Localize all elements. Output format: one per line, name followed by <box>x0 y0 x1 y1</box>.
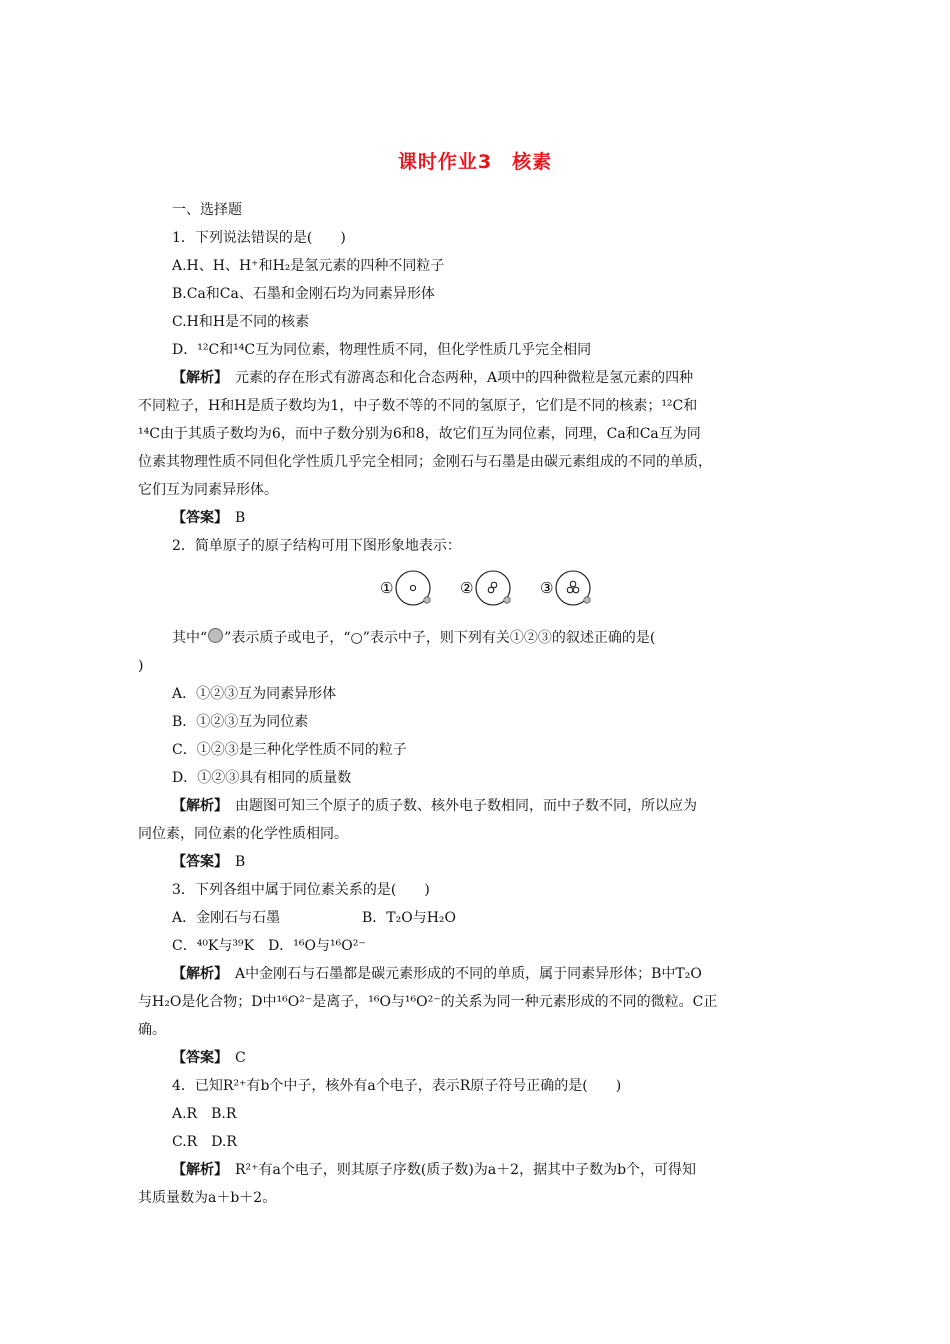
analysis-tag: 【解析】 <box>172 370 221 386</box>
atom-1-electron <box>424 597 430 603</box>
question-2-option-d: D．①②③具有相同的质量数 <box>172 770 352 786</box>
atom-1-proton <box>410 585 415 590</box>
question-2-analysis-line: 同位素，同位素的化学性质相同。 <box>138 826 348 842</box>
question-1-stem: 1．下列说法错误的是( ) <box>172 230 346 246</box>
question-3-stem: 3．下列各组中属于同位素关系的是( ) <box>172 882 430 898</box>
question-1-option-d: D．¹²C和¹⁴C互为同位素，物理性质不同，但化学性质几乎完全相同 <box>172 342 592 358</box>
question-3-analysis-line: 与H₂O是化合物；D中¹⁶O²⁻是离子，¹⁶O与¹⁶O²⁻的关系为同一种元素形成的不同的微粒。C正 <box>138 994 718 1010</box>
question-1-analysis-line: 不同粒子，H和H是质子数均为1，中子数不等的不同的氢原子，它们是不同的核素；¹²C和 <box>138 398 698 414</box>
analysis-tag: 【解析】 <box>172 798 221 814</box>
question-2-description: 其中“ ”表示质子或电子，“○”表示中子，则下列有关①②③的叙述正确的是( <box>172 630 656 646</box>
atom-label-2: ② <box>460 579 474 597</box>
question-1-option-c: C.H和H是不同的核素 <box>172 314 310 330</box>
analysis-text: A中金刚石与石墨都是碳元素形成的不同的单质，属于同素异形体；B中T₂O <box>221 966 702 982</box>
answer-tag: 【答案】 <box>172 510 221 526</box>
question-3-analysis-line <box>172 964 702 984</box>
atom-3-neutron <box>570 581 576 587</box>
question-1-analysis-line: 位素其物理性质不同但化学性质几乎完全相同；金刚石与石墨是由碳元素组成的不同的单质， <box>138 454 712 470</box>
atom-3-proton <box>567 587 573 593</box>
atom-2-electron <box>504 597 510 603</box>
question-2-stem: 2．简单原子的原子结构可用下图形象地表示： <box>172 538 461 554</box>
question-1-option-b: B.Ca和Ca、石墨和金刚石均为同素异形体 <box>172 286 435 302</box>
question-4-option-cd: C.R D.R <box>172 1134 237 1150</box>
question-4-option-ab: A.R B.R <box>172 1106 237 1122</box>
answer-value: B <box>221 510 246 526</box>
atom-diagrams <box>380 564 610 614</box>
analysis-tag: 【解析】 <box>172 966 221 982</box>
question-2-option-c: C．①②③是三种化学性质不同的粒子 <box>172 742 407 758</box>
proton-electron-symbol-icon <box>208 628 223 643</box>
analysis-tag: 【解析】 <box>172 1162 221 1178</box>
question-1-analysis-line: ¹⁴C由于其质子数均为6，而中子数分别为6和8，故它们互为同位素，同理，Ca和Ca互为同 <box>138 426 701 442</box>
atom-3-electron <box>584 597 590 603</box>
question-1-analysis-line: 它们互为同素异形体。 <box>138 482 278 498</box>
question-4-analysis-line <box>172 1160 696 1180</box>
question-2-answer <box>172 852 245 872</box>
question-3-option-b: B．T₂O与H₂O <box>362 910 457 926</box>
question-1-analysis-line <box>172 368 693 388</box>
question-2-option-a: A．①②③互为同素异形体 <box>172 686 337 702</box>
question-3-answer <box>172 1048 246 1068</box>
analysis-text: R²⁺有a个电子，则其原子序数(质子数)为a＋2，据其中子数为b个，可得知 <box>221 1162 697 1178</box>
atom-2-proton <box>488 587 494 593</box>
section-heading: 一、选择题 <box>172 202 242 218</box>
answer-tag: 【答案】 <box>172 1050 221 1066</box>
analysis-text: 元素的存在形式有游离态和化合态两种，A项中的四种微粒是氢元素的四种 <box>221 370 694 386</box>
question-3-option-a: A．金刚石与石墨 <box>172 910 281 926</box>
question-3-option-cd: C．⁴⁰K与³⁹K D．¹⁶O与¹⁶O²⁻ <box>172 938 366 954</box>
question-1-answer <box>172 508 245 528</box>
question-4-analysis-line: 其质量数为a＋b＋2。 <box>138 1190 277 1206</box>
atom-3-neutron <box>573 587 579 593</box>
atom-structure-figure <box>380 564 610 614</box>
atom-label-1: ① <box>380 579 394 597</box>
analysis-text: 由题图可知三个原子的质子数、核外电子数相同，而中子数不同，所以应为 <box>221 798 697 814</box>
atom-label-3: ③ <box>540 579 554 597</box>
answer-value: B <box>221 854 246 870</box>
page-title: 课时作业3 核素 <box>397 151 553 173</box>
question-3-analysis-line: 确。 <box>138 1022 166 1038</box>
question-1-option-a: A.H、H、H⁺和H₂是氢元素的四种不同粒子 <box>172 258 445 274</box>
answer-value: C <box>221 1050 246 1066</box>
question-2-option-b: B．①②③互为同位素 <box>172 714 309 730</box>
question-2-description-cont: ) <box>138 658 144 674</box>
answer-tag: 【答案】 <box>172 854 221 870</box>
question-4-stem: 4．已知R²⁺有b个中子，核外有a个电子，表示R原子符号正确的是( ) <box>172 1078 622 1094</box>
question-2-analysis-line <box>172 796 697 816</box>
